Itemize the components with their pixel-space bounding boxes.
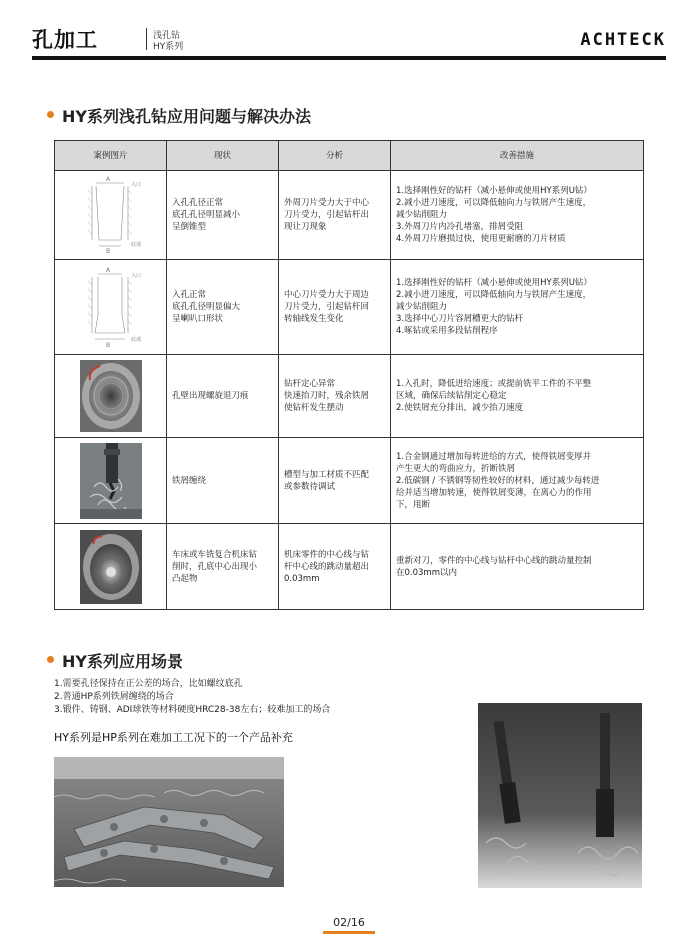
svg-text:A: A <box>105 267 110 274</box>
analysis-cell: 槽型与加工材质不匹配 或参数待调试 <box>279 438 391 524</box>
analysis-cell: 外周刀片受力大于中心 刀片受力，引起钻杆出 现让刀现象 <box>279 171 391 260</box>
col-header-measures: 改善措施 <box>391 141 644 171</box>
supplement-text: HY系列是HP系列在难加工工况下的一个产品补充 <box>54 731 293 744</box>
table-row <box>55 524 644 610</box>
category-label: 浅孔钻 <box>153 31 181 41</box>
measures-cell: 1.选择刚性好的钻杆（减小悬伸或使用HY系列U钻） 2.减小进刀速度，可以降低轴向力与铁屑产生速度， 减少钻削阻力 3.外周刀片内冷孔堵塞，排屑受阻 4.外周刀片磨损过快，使用更耐磨的刀片材质 <box>391 171 644 260</box>
section-title-text: HY系列应用场景 <box>62 652 183 671</box>
spiral-mark-bore-photo-icon <box>80 360 142 432</box>
drills-with-chips-photo <box>478 703 642 888</box>
case-image-cell <box>55 438 167 524</box>
problem-solution-table <box>54 140 644 610</box>
application-list <box>54 678 330 717</box>
svg-text:A: A <box>105 176 110 183</box>
page-header <box>32 22 666 58</box>
col-header-status: 现状 <box>167 141 279 171</box>
svg-text:底部: 底部 <box>130 242 141 248</box>
svg-text:B: B <box>105 342 110 349</box>
col-header-image: 案例图片 <box>55 141 167 171</box>
measures-cell: 重新对刀，零件的中心线与钻杆中心线的跳动量控制 在0.03mm以内 <box>391 524 644 610</box>
page-number: 02/16 <box>333 916 365 929</box>
bullet-dot-icon <box>47 111 54 118</box>
case-image-cell <box>55 171 167 260</box>
status-cell: 入孔孔径正常 底孔孔径明显减小 呈倒锥型 <box>167 171 279 260</box>
chip-winding-photo-icon <box>80 443 142 519</box>
measures-cell: 1.选择刚性好的钻杆（减小悬伸或使用HY系列U钻） 2.减小进刀速度，可以降低轴向力与铁屑产生速度， 减少钻削阻力 3.选择中心刀片容屑槽更大的钻杆 4.啄钻或采用多段钻削程序 <box>391 260 644 355</box>
status-cell: 车床或车铣复合机床钻 削时，孔底中心出现小 凸起物 <box>167 524 279 610</box>
table-row <box>55 438 644 524</box>
measures-cell: 1.合金钢通过增加每转进给的方式，使得铁屑变厚并 产生更大的弯曲应力，折断铁屑 2.低碳钢 / 不锈钢等韧性较好的材料，通过减少每转进 给并适当增加转速，使得铁屑变薄，在离心力的作用 下，甩断 <box>391 438 644 524</box>
machined-casting-chips-photo <box>54 757 284 887</box>
col-header-analysis: 分析 <box>279 141 391 171</box>
title-divider <box>146 28 147 50</box>
table-header-row <box>55 141 644 171</box>
svg-text:入口: 入口 <box>130 182 141 188</box>
status-cell: 铁屑缠绕 <box>167 438 279 524</box>
analysis-cell: 钻杆定心异常 快速抬刀时，残余铁屑 使钻杆发生摆动 <box>279 355 391 438</box>
table-row <box>55 171 644 260</box>
center-boss-bore-photo-icon <box>80 530 142 604</box>
taper-hole-diagram-icon <box>76 174 146 256</box>
measures-cell: 1.入孔时，降低进给速度；或提前铣平工件的不平整 区域，确保后续钻削定心稳定 2.使铁屑充分排出，减少抬刀速度 <box>391 355 644 438</box>
header-rule <box>32 56 666 60</box>
bullet-dot-icon <box>47 656 54 663</box>
list-item: 2.普通HP系列铁屑缠绕的场合 <box>54 692 174 702</box>
analysis-cell: 中心刀片受力大于周边 刀片受力，引起钻杆回 转轴线发生变化 <box>279 260 391 355</box>
svg-text:入口: 入口 <box>130 273 141 279</box>
status-cell: 孔壁出现螺旋退刀痕 <box>167 355 279 438</box>
case-image-cell <box>55 524 167 610</box>
section-title-problems <box>47 104 311 127</box>
brand-logo: ACHTECK <box>580 30 666 50</box>
page-number-underline <box>323 931 375 934</box>
table-row <box>55 260 644 355</box>
list-item: 1.需要孔径保持在正公差的场合，比如螺纹底孔 <box>54 679 243 689</box>
case-image-cell <box>55 355 167 438</box>
section-title-text: HY系列浅孔钻应用问题与解决办法 <box>62 107 311 126</box>
flare-hole-diagram-icon <box>76 265 146 349</box>
svg-text:底部: 底部 <box>130 337 141 343</box>
series-label: HY系列 <box>153 42 184 52</box>
analysis-cell: 机床零件的中心线与钻 杆中心线的跳动量超出 0.03mm <box>279 524 391 610</box>
section-title-applications <box>47 649 183 672</box>
table-row <box>55 355 644 438</box>
page-title: 孔加工 <box>32 28 98 52</box>
svg-text:B: B <box>105 248 110 255</box>
case-image-cell <box>55 260 167 355</box>
status-cell: 入孔正常 底孔孔径明显偏大 呈喇叭口形状 <box>167 260 279 355</box>
list-item: 3.锻件、铸钢、ADI球铁等材料硬度HRC28-38左右；较难加工的场合 <box>54 705 331 715</box>
